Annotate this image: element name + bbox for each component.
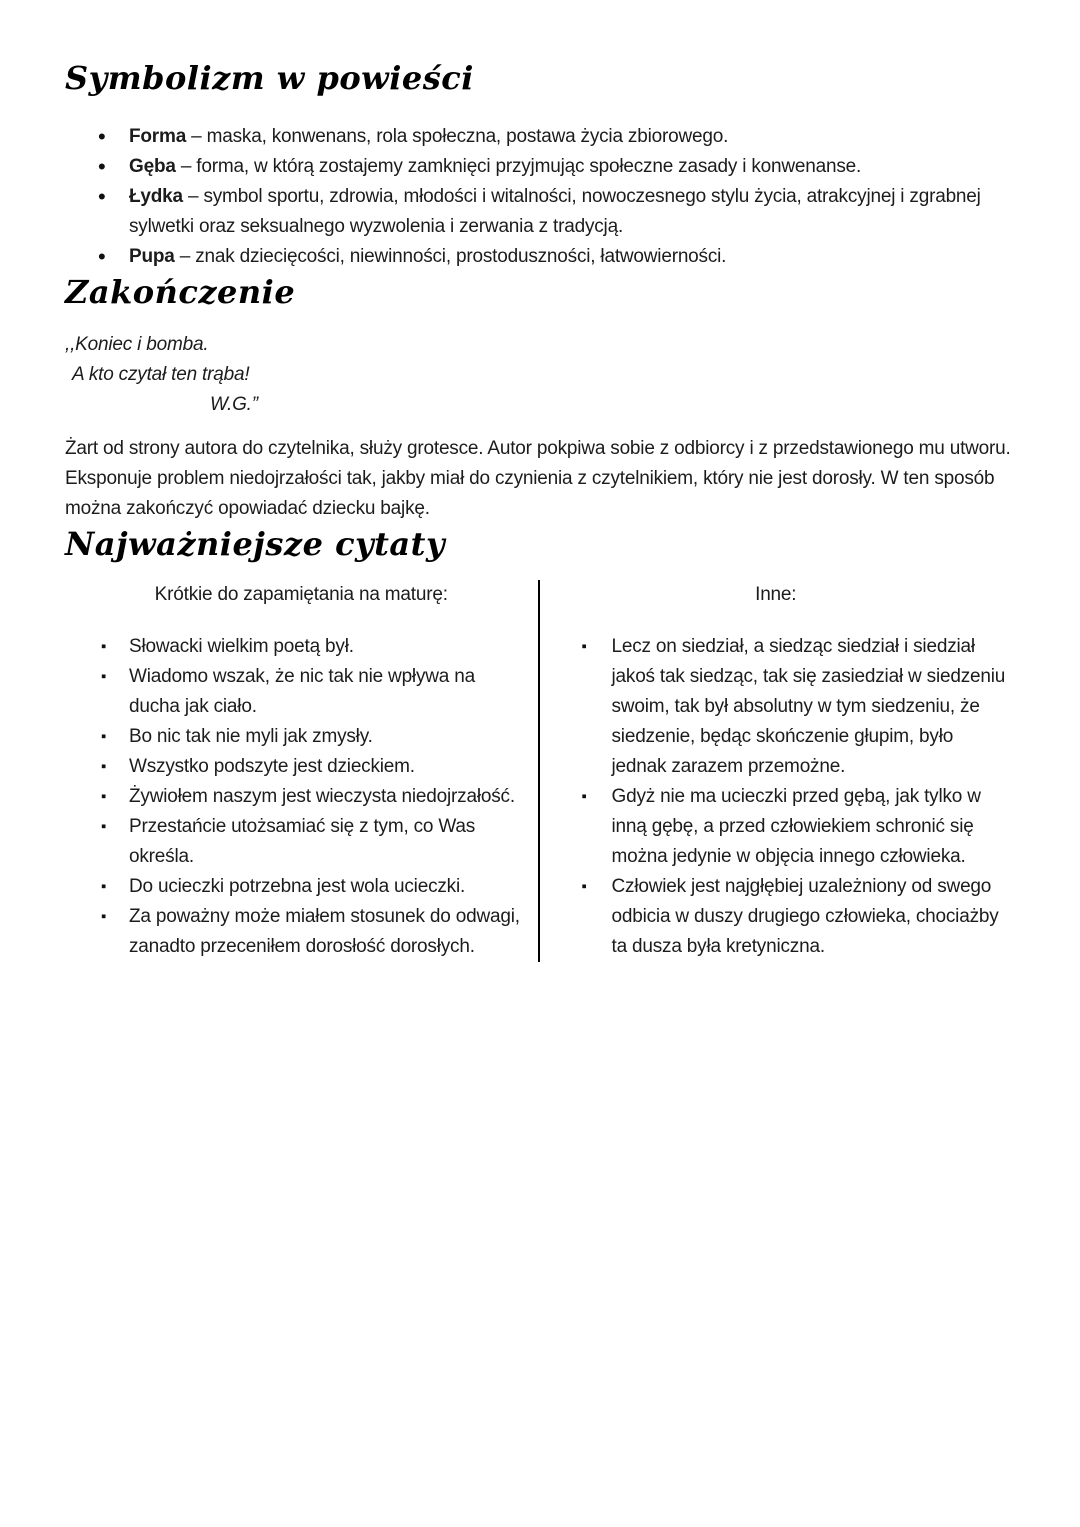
symbolism-list xyxy=(65,122,1012,272)
quote-item: ▪ Bo nic tak nie myli jak zmysły. xyxy=(129,722,522,752)
quotes-column-left xyxy=(65,580,540,962)
quote-item: ▪ Za poważny może miałem stosunek do odwagi, zanadto przeceniłem dorosłość dorosłych. xyxy=(129,902,522,962)
quote-item: ▪ Słowacki wielkim poetą był. xyxy=(129,632,522,662)
term-definition: – maska, konwenans, rola społeczna, postawa życia zbiorowego. xyxy=(191,126,729,147)
left-quotes-list xyxy=(65,632,538,962)
list-item xyxy=(65,152,1012,182)
list-item xyxy=(65,182,1012,242)
quote-item: ▪ Przestańcie utożsamiać się z tym, co Was określa. xyxy=(129,812,522,872)
quote-item: ▪ Gdyż nie ma ucieczki przed gębą, jak tylko w inną gębę, a przed człowiekiem schronić się można jedynie w objęcia innego człowieka. xyxy=(612,782,1009,872)
quotes-columns xyxy=(65,580,1012,962)
left-column-header: Krótkie do zapamiętania na maturę: xyxy=(154,584,448,605)
quote-line: ,,Koniec i bomba. xyxy=(65,334,209,355)
quotes-column-right xyxy=(540,580,1013,962)
section-heading-symbolism: Symbolizm w powieści xyxy=(65,59,474,97)
term-label: Forma xyxy=(129,126,187,147)
quote-item: ▪ Lecz on siedział, a siedząc siedział i siedział jakoś tak siedząc, tak się zasiedział w siedzeniu swoim, tak był absolutny w tym siedzeniu, że siedzenie, będąc skończenie głupim, było jednak zarazem przemożne. xyxy=(612,632,1009,782)
quote-item: ▪ Człowiek jest najgłębiej uzależniony od swego odbicia w duszy drugiego człowieka, chociażby ta dusza była kretyniczna. xyxy=(612,872,1009,962)
term-definition: – znak dziecięcości, niewinności, prostoduszności, łatwowierności. xyxy=(179,246,727,267)
term-label: Pupa xyxy=(129,246,175,267)
term-label: Gęba xyxy=(129,156,176,177)
list-item xyxy=(65,122,1012,152)
list-item xyxy=(65,242,1012,272)
quote-item: ▪ Do ucieczki potrzebna jest wola ucieczki. xyxy=(129,872,522,902)
term-definition: – symbol sportu, zdrowia, młodości i witalności, nowoczesnego stylu życia, atrakcyjnej i zgrabnej sylwetki oraz seksualnego wyzwolenia i zerwania z tradycją. xyxy=(129,186,981,237)
right-quotes-list xyxy=(540,632,1013,962)
section-heading-ending: Zakończenie xyxy=(65,273,296,311)
quote-block xyxy=(65,330,1012,420)
term-definition: – forma, w którą zostajemy zamknięci przyjmując społeczne zasady i konwenanse. xyxy=(180,156,862,177)
section-heading-quotes: Najważniejsze cytaty xyxy=(65,525,446,563)
quote-attribution: W.G.” xyxy=(210,394,258,415)
term-label: Łydka xyxy=(129,186,183,207)
quote-item: ▪ Żywiołem naszym jest wieczysta niedojrzałość. xyxy=(129,782,522,812)
quote-line: A kto czytał ten trąba! xyxy=(72,364,250,385)
right-column-header: Inne: xyxy=(755,584,797,605)
quote-item: ▪ Wszystko podszyte jest dzieckiem. xyxy=(129,752,522,782)
quote-item: ▪ Wiadomo wszak, że nic tak nie wpływa na ducha jak ciało. xyxy=(129,662,522,722)
ending-paragraph: Żart od strony autora do czytelnika, służy grotesce. Autor pokpiwa sobie z odbiorcy i z przedstawionego mu utworu. Eksponuje problem niedojrzałości tak, jakby miał do czynienia z czytelnikiem, który nie jest dorosły. W ten sposób można zakończyć opowiadać dziecku bajkę. xyxy=(65,438,1011,519)
